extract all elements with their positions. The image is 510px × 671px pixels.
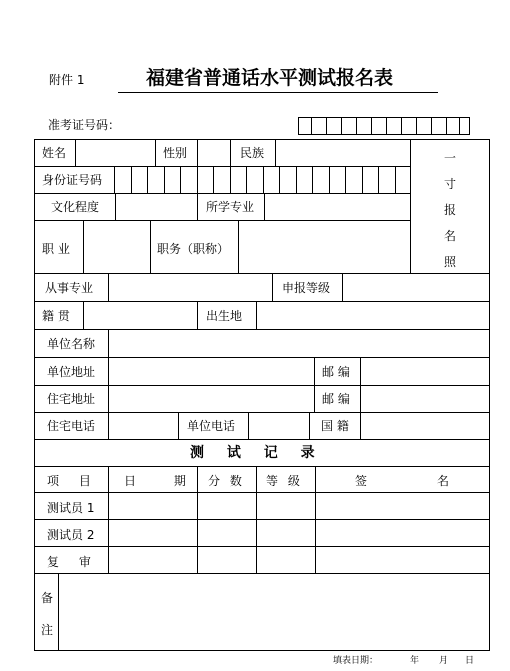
- label-postcode-1: 邮 编: [322, 365, 350, 379]
- gender-field[interactable]: [198, 140, 230, 166]
- birthplace-field[interactable]: [257, 302, 489, 329]
- label-native-place: 籍 贯: [42, 309, 70, 323]
- form-title: 福建省普通话水平测试报名表: [146, 67, 394, 89]
- label-profession: 从事专业: [45, 281, 94, 295]
- table-border-left: [34, 139, 35, 651]
- position-field[interactable]: [239, 221, 410, 273]
- label-ethnicity: 民族: [240, 146, 265, 160]
- photo-char-3: 报: [444, 203, 457, 217]
- row-review: 复 审: [47, 555, 91, 569]
- exam-number-boxes[interactable]: [298, 117, 470, 135]
- label-birthplace: 出生地: [206, 309, 243, 323]
- col-level: 等 级: [266, 474, 300, 488]
- col-item: 项 目: [47, 474, 91, 488]
- label-id-number: 身份证号码: [42, 173, 103, 187]
- remarks-char-1: 备: [41, 591, 54, 605]
- education-field[interactable]: [116, 194, 197, 220]
- major-field[interactable]: [265, 194, 410, 220]
- label-employer: 单位名称: [47, 337, 96, 351]
- native-place-field[interactable]: [84, 302, 197, 329]
- table-border-bottom: [34, 650, 490, 651]
- tester-1-fields[interactable]: [109, 493, 489, 519]
- tester-2-fields[interactable]: [109, 520, 489, 546]
- photo-char-2: 寸: [444, 177, 457, 191]
- employer-field[interactable]: [109, 330, 489, 357]
- fill-date-year: 年: [410, 656, 420, 666]
- label-employer-address: 单位地址: [47, 365, 96, 379]
- attachment-label: 附件 1: [49, 73, 85, 87]
- home-address-field[interactable]: [109, 386, 314, 412]
- label-postcode-2: 邮 编: [322, 392, 350, 406]
- fill-date-day: 日: [465, 656, 475, 666]
- remarks-field[interactable]: [59, 574, 489, 650]
- col-score: 分 数: [208, 474, 242, 488]
- col-date: 日 期: [124, 474, 186, 488]
- col-sign-2: 名: [437, 474, 450, 488]
- title-underline: [118, 92, 438, 93]
- exam-number-label: 准考证号码：: [48, 118, 121, 132]
- fill-date-month: 月: [439, 656, 449, 666]
- label-work-phone: 单位电话: [187, 419, 236, 433]
- nationality-field[interactable]: [361, 413, 489, 439]
- review-fields[interactable]: [109, 547, 489, 573]
- label-home-address: 住宅地址: [47, 392, 96, 406]
- label-education: 文化程度: [51, 200, 100, 214]
- label-major: 所学专业: [206, 200, 255, 214]
- label-apply-level: 申报等级: [282, 281, 331, 295]
- label-name: 姓名: [42, 146, 67, 160]
- table-border-right: [489, 139, 490, 651]
- photo-area[interactable]: [411, 140, 489, 273]
- label-gender: 性别: [163, 146, 188, 160]
- fill-date-label: 填表日期：: [333, 656, 379, 666]
- employer-address-field[interactable]: [109, 358, 314, 385]
- photo-char-4: 名: [444, 229, 457, 243]
- label-nationality: 国 籍: [321, 419, 349, 433]
- apply-level-field[interactable]: [343, 274, 489, 301]
- postcode-1-field[interactable]: [361, 358, 489, 385]
- label-occupation: 职 业: [42, 242, 70, 256]
- home-phone-field[interactable]: [109, 413, 178, 439]
- name-field[interactable]: [76, 140, 155, 166]
- occupation-field[interactable]: [84, 221, 150, 273]
- id-number-field[interactable]: [115, 167, 410, 193]
- row-tester-1: 测试员 1: [47, 501, 95, 515]
- remarks-char-2: 注: [41, 623, 54, 637]
- col-sign-1: 签: [355, 474, 368, 488]
- label-home-phone: 住宅电话: [47, 419, 96, 433]
- test-record-title: 测 试 记 录: [190, 445, 315, 461]
- profession-field[interactable]: [109, 274, 272, 301]
- work-phone-field[interactable]: [249, 413, 309, 439]
- photo-char-5: 照: [444, 255, 457, 269]
- photo-char-1: 一: [444, 151, 457, 165]
- postcode-2-field[interactable]: [361, 386, 489, 412]
- label-position: 职务（职称）: [157, 242, 230, 256]
- row-tester-2: 测试员 2: [47, 528, 95, 542]
- ethnicity-field[interactable]: [276, 140, 410, 166]
